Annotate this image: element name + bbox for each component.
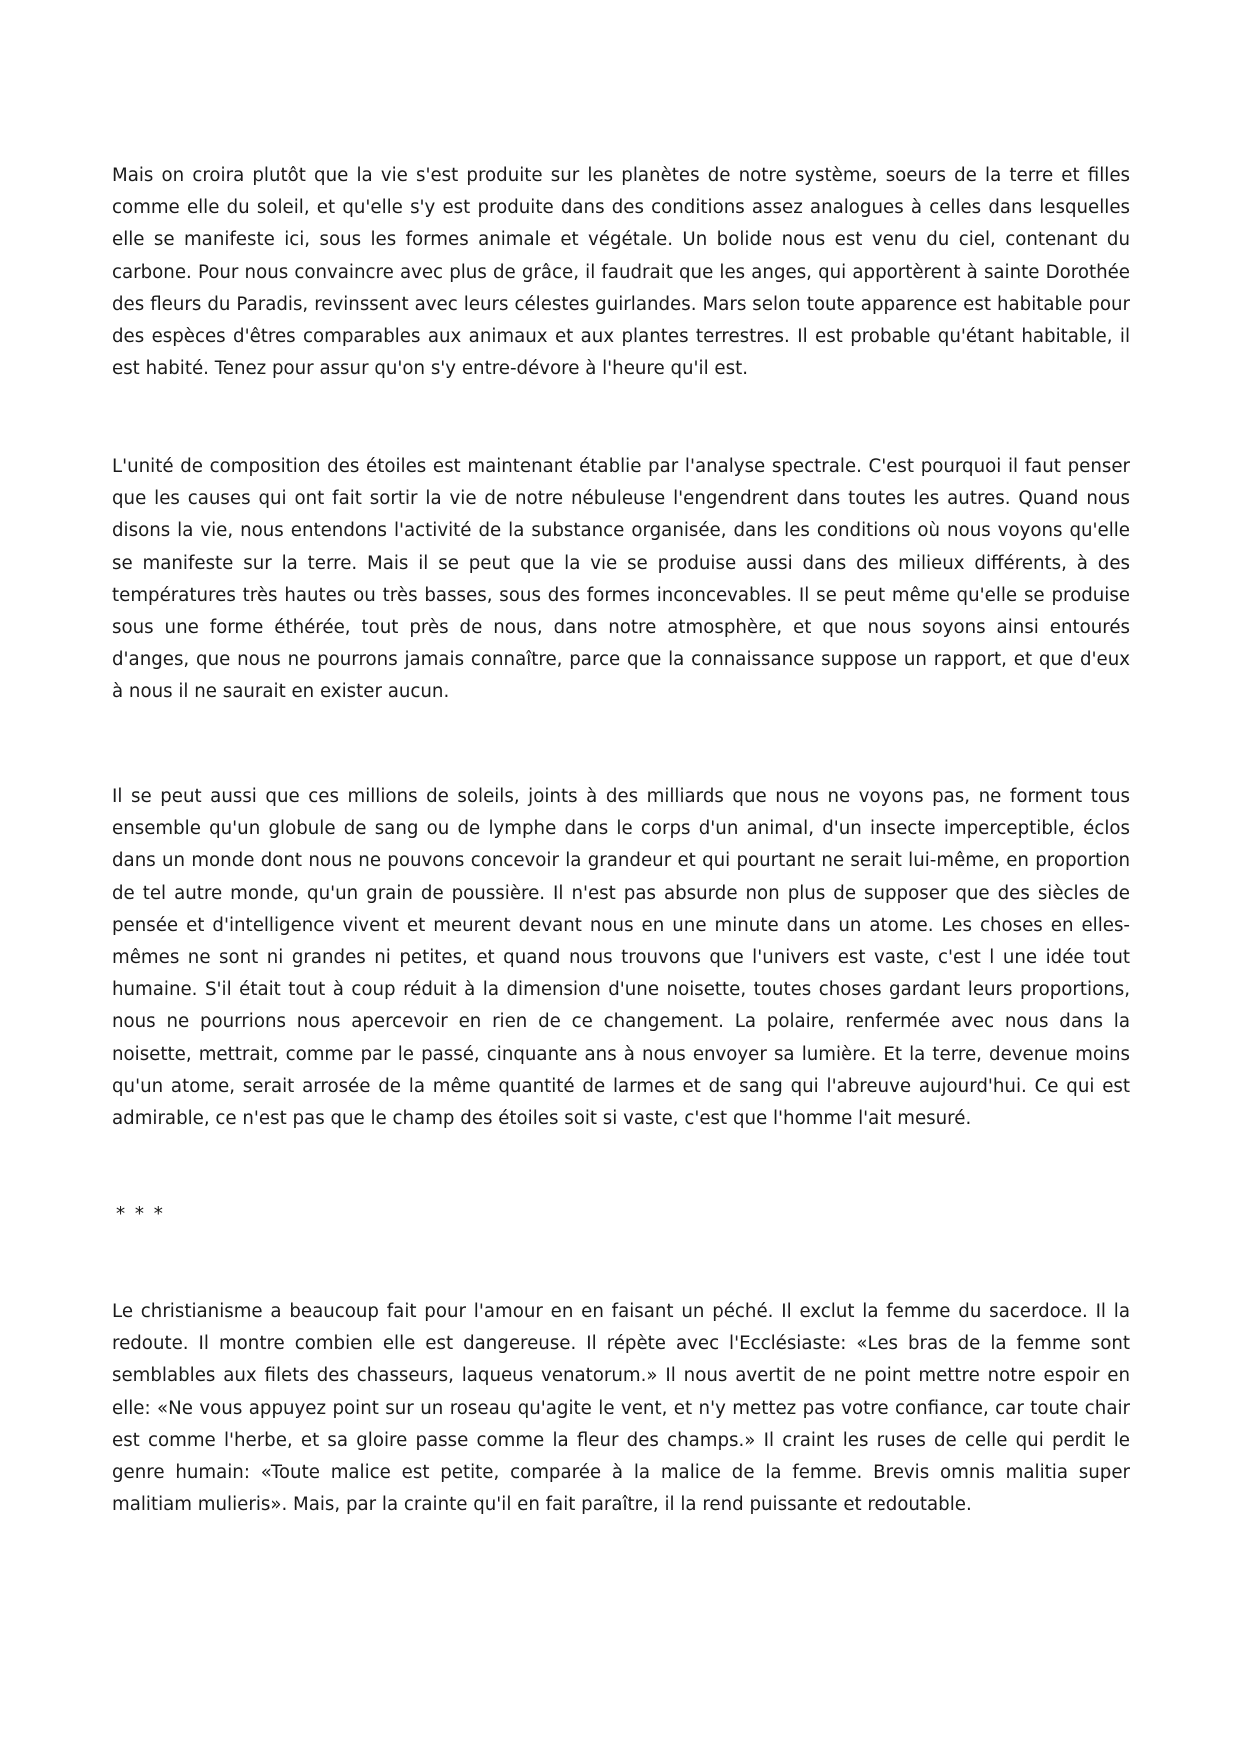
paragraph-christianity-and-love: Le christianisme a beaucoup fait pour l'amour en en faisant un péché. Il exclut la femme du sacerdoce. Il la redoute. Il montre combien elle est dangereuse. Il répète avec l'Ecclésiaste: «Les bras de la femme sont semblables aux filets des chasseurs, laqueus venatorum.» Il nous avertit de ne point mettre notre espoir en elle: «Ne vous appuyez point sur un roseau qu'agite le vent, et n'y mettez pas votre confiance, car toute chair est comme l'herbe, et sa gloire passe comme la fleur des champs.» Il craint les ruses de celle qui perdit le genre humain: «Toute malice est petite, comparée à la malice de la femme. Brevis omnis malitia super malitiam mulieris». Mais, par la crainte qu'il en fait paraître, il la rend puissante et redoutable. bbox=[112, 1301, 1130, 1516]
paragraph-scale-of-universe: Il se peut aussi que ces millions de soleils, joints à des milliards que nous ne voyons pas, ne forment tous ensemble qu'un globule de sang ou de lymphe dans le corps d'un animal, d'un insecte imperceptible, éclos dans un monde dont nous ne pouvons concevoir la grandeur et qui pourtant ne serait lui-même, en proportion de tel autre monde, qu'un grain de poussière. Il n'est pas absurde non plus de supposer que des siècles de pensée et d'intelligence vivent et meurent devant nous en une minute dans un atome. Les choses en elles-mêmes ne sont ni grandes ni petites, et quand nous trouvons que l'univers est vaste, c'est l une idée tout humaine. S'il était tout à coup réduit à la dimension d'une noisette, toutes choses gardant leurs proportions, nous ne pourrions nous apercevoir en rien de ce changement. La polaire, renfermée avec nous dans la noisette, mettrait, comme par le passé, cinquante ans à nous envoyer sa lumière. Et la terre, devenue moins qu'un atome, serait arrosée de la même quantité de larmes et de sang qui l'abreuve aujourd'hui. Ce qui est admirable, ce n'est pas que le champ des étoiles soit si vaste, c'est que l'homme l'ait mesuré. bbox=[112, 786, 1130, 1130]
section-separator: * * * bbox=[116, 1204, 165, 1225]
paragraph-life-on-planets: Mais on croira plutôt que la vie s'est produite sur les planètes de notre système, soeurs de la terre et filles comme elle du soleil, et qu'elle s'y est produite dans des conditions assez analogues à celles dans lesquelles elle se manifeste ici, sous les formes animale et végétale. Un bolide nous est venu du ciel, contenant du carbone. Pour nous convaincre avec plus de grâce, il faudrait que les anges, qui apportèrent à sainte Dorothée des fleurs du Paradis, revinssent avec leurs célestes guirlandes. Mars selon toute apparence est habitable pour des espèces d'êtres comparables aux animaux et aux plantes terrestres. Il est probable qu'étant habitable, il est habité. Tenez pour assur qu'on s'y entre-dévore à l'heure qu'il est. bbox=[112, 165, 1130, 380]
paragraph-unity-of-stars: L'unité de composition des étoiles est maintenant établie par l'analyse spectrale. C'est pourquoi il faut penser que les causes qui ont fait sortir la vie de notre nébuleuse l'engendrent dans toutes les autres. Quand nous disons la vie, nous entendons l'activité de la substance organisée, dans les conditions où nous voyons qu'elle se manifeste sur la terre. Mais il se peut que la vie se produise aussi dans des milieux différents, à des températures très hautes ou très basses, sous des formes inconcevables. Il se peut même qu'elle se produise sous une forme éthérée, tout près de nous, dans notre atmosphère, et que nous soyons ainsi entourés d'anges, que nous ne pourrons jamais connaître, parce que la connaissance suppose un rapport, et que d'eux à nous il ne saurait en exister aucun. bbox=[112, 456, 1130, 703]
